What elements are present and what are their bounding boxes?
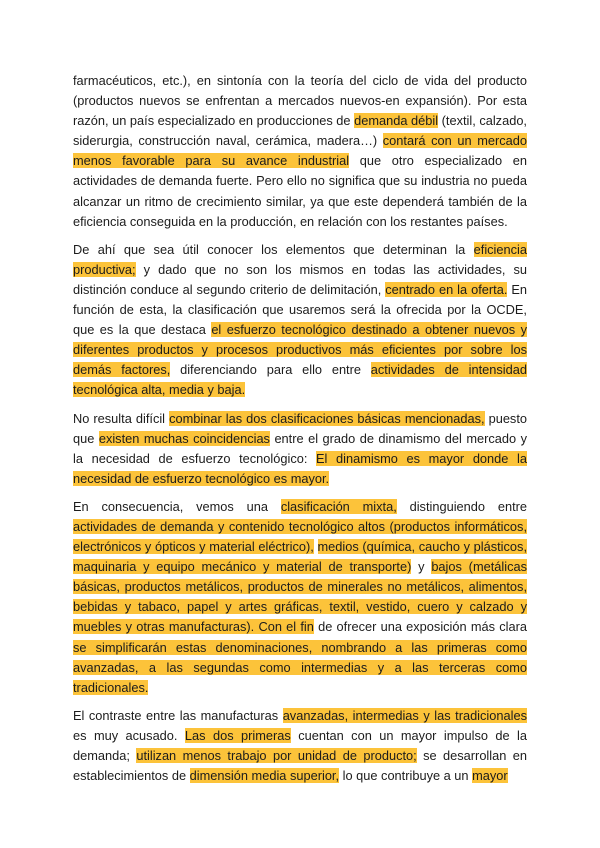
highlighted-text: eficiencia productiva; — [73, 241, 527, 277]
body-text: cuentan con un mayor impulso de la demanda; — [73, 727, 528, 763]
body-text: de ofrecer una exposición más clara — [313, 619, 527, 635]
highlighted-text: actividades de intensidad tecnológica alta, media y baja. — [73, 362, 527, 398]
body-text: diferenciando para ello entre — [170, 362, 371, 378]
highlighted-text: El dinamismo es mayor donde la necesidad de esfuerzo tecnológico es mayor. — [73, 450, 527, 486]
highlighted-text: contará con un mercado menos favorable para su avance industrial — [73, 133, 527, 169]
body-text: lo que contribuye a un — [339, 768, 473, 784]
highlighted-text: avanzadas, intermedias y las tradicionales — [282, 707, 527, 723]
body-text: entre el grado de dinamismo del mercado y la necesidad de esfuerzo tecnológico: — [73, 430, 527, 466]
body-text: No resulta difícil — [73, 410, 170, 426]
body-text: y dado que no son los mismos en todas las actividades, su distinción conduce al segundo criterio de delimitación, — [73, 261, 527, 297]
body-text: puesto que — [73, 410, 528, 446]
highlighted-text: clasificación mixta, — [280, 498, 397, 514]
paragraph-5 — [73, 706, 527, 786]
body-text: es muy acusado. — [73, 727, 185, 743]
paragraph-3 — [73, 409, 527, 489]
paragraph-1 — [73, 71, 527, 232]
paragraph-4 — [73, 497, 527, 698]
paragraph-2 — [73, 240, 527, 401]
highlighted-text: centrado en la oferta. — [385, 281, 508, 297]
body-text: De ahí que sea útil conocer los elementos que determinan la — [73, 241, 474, 257]
highlighted-text: medios (química, caucho y plásticos, maquinaria y equipo mecánico y material de transporte) — [73, 539, 527, 575]
body-text: se desarrollan en establecimientos de — [73, 748, 527, 784]
body-text: que otro especializado en actividades de demanda fuerte. Pero ello no significa que su industria no pueda alcanzar un ritmo de crecimiento similar, ya que este dependerá también de la eficiencia conseguida en la producción, en relación con los restantes países. — [73, 153, 527, 229]
highlighted-text: actividades de demanda y contenido tecnológico altos (productos informáticos, electrónicos y ópticos y material eléctrico), — [73, 518, 527, 555]
body-text: En función de esta, la clasificación que usaremos será la ofrecida por la OCDE, que es la que destaca — [73, 281, 527, 338]
highlighted-text: se simplificarán estas denominaciones, nombrando a las primeras como avanzadas, a las segundas como intermedias y a las terceras como tradicionales. — [73, 639, 527, 695]
body-text: distinguiendo entre — [396, 498, 527, 514]
highlighted-text: existen muchas coincidencias — [98, 430, 270, 446]
highlighted-text: Las dos primeras — [184, 727, 291, 743]
body-text: (textil, calzado, siderurgia, construcción naval, cerámica, madera…) — [73, 113, 527, 149]
highlighted-text: demanda débil — [354, 113, 439, 129]
body-text: farmacéuticos, etc.), en sintonía con la teoría del ciclo de vida del producto (productos nuevos se enfrentan a mercados nuevos-en expansión). Por esta razón, un país especializado en producciones de — [73, 73, 527, 129]
highlighted-text: dimensión media superior, — [189, 768, 340, 784]
highlighted-text: combinar las dos clasificaciones básicas mencionadas, — [169, 410, 485, 426]
body-text — [314, 539, 318, 554]
body-text: El contraste entre las manufacturas — [73, 707, 283, 723]
body-text: y — [411, 559, 432, 575]
highlighted-text: utilizan menos trabajo por unidad de producto; — [136, 748, 417, 763]
highlighted-text: bajos (metálicas básicas, productos metálicos, productos de minerales no metálicos, alimentos, bebidas y tabaco, papel y artes gráficas, textil, vestido, cuero y calzado y muebles y otras manufacturas). Con el fin — [73, 559, 527, 635]
highlighted-text: el esfuerzo tecnológico destinado a obtener nuevos y diferentes productos y procesos productivos más eficientes por sobre los demás factores, — [73, 322, 527, 378]
document-body — [73, 71, 527, 794]
body-text: En consecuencia, vemos una — [73, 498, 281, 514]
highlighted-text: mayor — [472, 768, 508, 784]
